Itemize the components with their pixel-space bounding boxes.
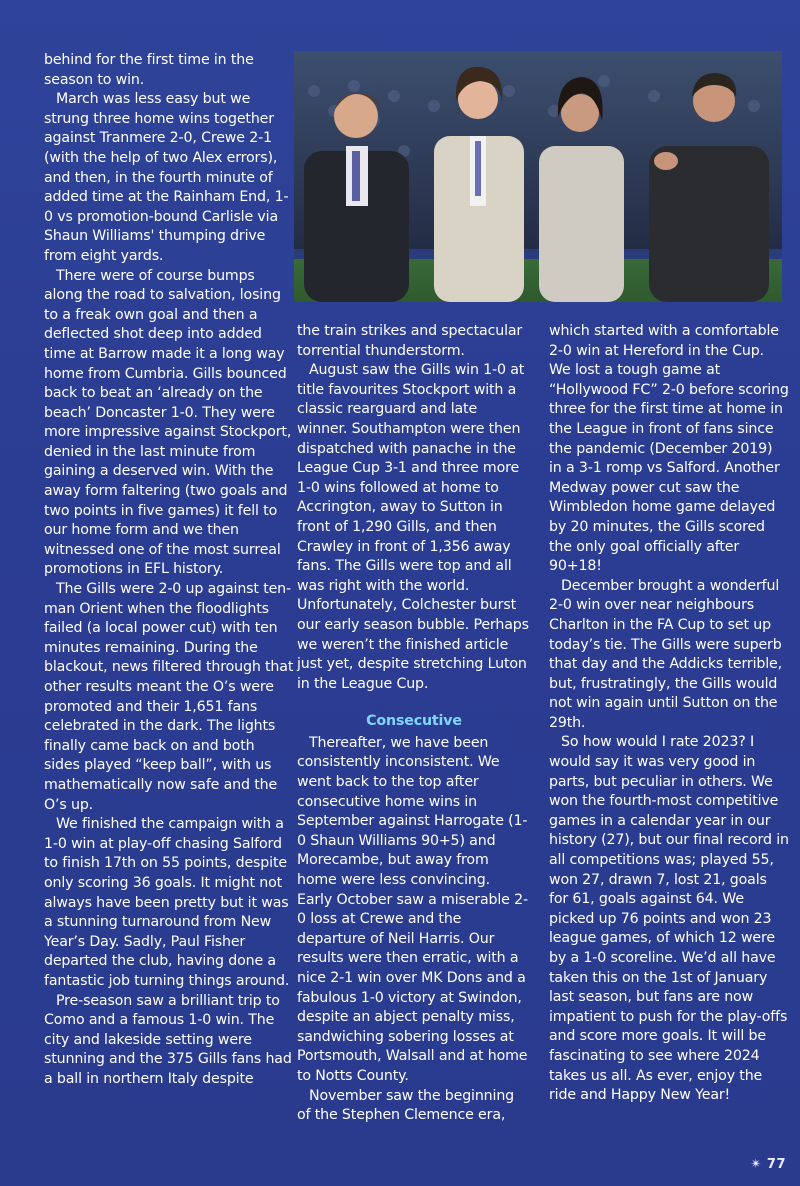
paragraph: December brought a wonderful 2-0 win over near neighbours Charlton in the FA Cup to set up today’s tie. The Gills were superb that day and the Addicks terrible, but, frustratingly, the Gills would not win again until Sutton on the 29th.	[549, 577, 782, 731]
column-1	[44, 51, 294, 1089]
paragraph: August saw the Gills win 1-0 at title favourites Stockport with a classic rearguard and late winner. Southampton were then dispatched with panache in the League Cup 3-1 and three more 1-0 wins followed at home to Accrington, away to Sutton in front of 1,290 Gills, and then Crawley in front of 1,356 away fans. The Gills were top and all was right with the world. Unfortunately, Colchester burst our early season bubble. Perhaps we weren’t the finished article just yet, despite stretching Luton in the League Cup.	[297, 362, 529, 692]
paragraph: March was less easy but we strung three home wins together against Tranmere 2-0, Crewe 2-1 (with the help of two Alex errors), and then, in the fourth minute of added time at the Rainham End, 1-0 vs promotion-bound Carlisle via Shaun Williams' thumping drive from eight yards.	[44, 91, 289, 264]
paragraph: The Gills were 2-0 up against ten-man Orient when the floodlights failed (a local power cut) with ten minutes remaining. During the blackout, news filtered through that other results meant the O’s were promoted and their 1,651 fans celebrated in the dark. The lights finally came back on and both sides played “keep ball”, with us mathematically now safe and the O’s up.	[44, 581, 294, 813]
page-number-text: 77	[766, 1157, 786, 1172]
paragraph: behind for the first time in the season to win.	[44, 52, 254, 88]
paragraph: Thereafter, we have been consistently inconsistent. We went back to the top after consecutive home wins in September against Harrogate (1-0 Shaun Williams 90+5) and Morecambe, but away from home were less convincing.	[297, 734, 528, 889]
photo-illustration	[294, 51, 782, 302]
paragraph: There were of course bumps along the road to salvation, losing to a freak own goal and then a deflected shot deep into added time at Barrow made it a long way home from Cumbria. Gills bounced back to beat an ‘already on the beach’ Doncaster 1-0. They were more impressive against Stockport, denied in the last minute from gaining a deserved win. With the away form faltering (two goals and two points in five games) it fell to our home form and we then witnessed one of the most surreal promotions in EFL history.	[44, 267, 292, 578]
paragraph: So how would I rate 2023? I would say it was very good in parts, but peculiar in others. We won the fourth-most competitive games in a calendar year in our history (27), but our final record in all competitions was; played 55, won 27, drawn 7, lost 21, goals for 61, goals against 64. We picked up 76 points and won 23 league games, of which 12 were by a 1-0 scoreline. We’d all have taken this on the 1st of January last season, but fans are now impatient to push for the play-offs and score more goals. It will be fascinating to see where 2024 takes us all. As ever, enjoy the ride and Happy New Year!	[549, 734, 789, 1104]
subheading: Consecutive	[366, 713, 462, 730]
stadium-photo	[294, 51, 782, 302]
paragraph: Early October saw a miserable 2-0 loss at Crewe and the departure of Neil Harris. Our results were then erratic, with a nice 2-1 win over MK Dons and a fabulous 1-0 victory at Swindon, despite an abject penalty miss, sandwiching sobering losses at Portsmouth, Walsall and at home to Notts County.	[297, 891, 528, 1084]
paragraph: November saw the beginning of the Stephen Clemence era,	[297, 1087, 515, 1124]
column-3	[549, 322, 789, 1106]
page-mark-icon: ✴	[750, 1157, 762, 1172]
paragraph: which started with a comfortable 2-0 win at Hereford in the Cup. We lost a tough game at “Hollywood FC” 2-0 before scoring three for the first time at home in the League in front of fans since the pandemic (December 2019) in a 3-1 romp vs Salford. Another Medway power cut saw the Wimbledon home game delayed by 20 minutes, the Gills scored the only goal officially after 90+18!	[549, 323, 789, 575]
page-number	[750, 1157, 786, 1172]
paragraph: We finished the campaign with a 1-0 win at play-off chasing Salford to finish 17th on 55 points, despite only scoring 36 goals. It might not always have been pretty but it was a stunning turnaround from New Year’s Day. Sadly, Paul Fisher departed the club, having done a fantastic job turning things around.	[44, 816, 290, 989]
column-2	[297, 322, 531, 1126]
paragraph: Pre-season saw a brilliant trip to Como and a famous 1-0 win. The city and lakeside setting were stunning and the 375 Gills fans had a ball in northern Italy despite	[44, 992, 292, 1087]
paragraph: the train strikes and spectacular torrential thunderstorm.	[297, 323, 523, 359]
